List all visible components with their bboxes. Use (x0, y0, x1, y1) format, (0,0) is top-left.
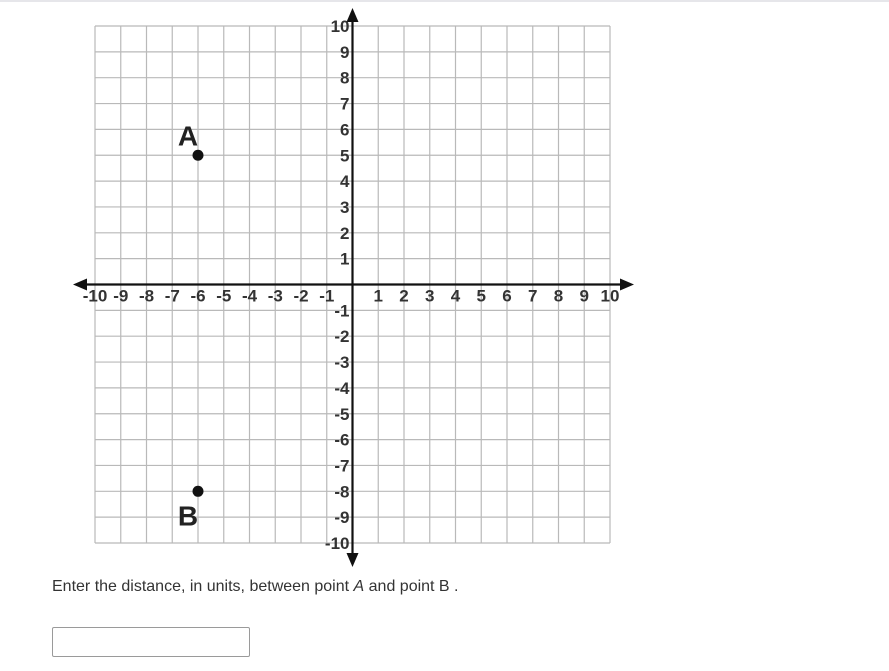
y-tick-label: -8 (334, 482, 350, 502)
x-tick-label: 4 (450, 286, 461, 306)
x-tick-label: -10 (82, 286, 108, 306)
y-tick-label: 7 (340, 94, 350, 114)
question-text (52, 578, 459, 596)
x-tick-label: 1 (373, 286, 383, 306)
point-a (193, 150, 204, 161)
y-tick-label: -5 (334, 404, 350, 424)
y-tick-label: -4 (334, 378, 350, 398)
x-tick-label: -2 (293, 286, 309, 306)
x-tick-label: -6 (190, 286, 206, 306)
question-prefix: Enter the distance, in units, between point (52, 578, 354, 595)
y-tick-label: -3 (334, 353, 350, 373)
y-tick-label: 4 (340, 172, 350, 192)
y-tick-label: -6 (334, 430, 350, 450)
point-a-ref: A (353, 578, 365, 595)
point-label-a: A (177, 120, 199, 152)
y-axis-arrow-down (347, 553, 359, 567)
x-axis-arrow-right (620, 279, 634, 291)
y-tick-label: -10 (324, 534, 350, 553)
top-divider (0, 0, 889, 2)
y-tick-label: -9 (334, 508, 350, 528)
x-tick-label: -5 (216, 286, 232, 306)
y-tick-label: 10 (330, 17, 350, 36)
x-tick-label: 2 (399, 286, 409, 306)
coordinate-grid (70, 8, 640, 568)
x-tick-label: -7 (164, 286, 180, 306)
point-b (193, 486, 204, 497)
x-tick-label: 8 (553, 286, 564, 306)
y-tick-label: 6 (340, 120, 350, 140)
x-tick-label: 6 (502, 286, 512, 306)
question-suffix: and point B . (364, 578, 459, 595)
x-tick-label: -9 (113, 286, 129, 306)
x-tick-label: 7 (528, 286, 538, 306)
point-label-b: B (177, 500, 199, 532)
x-tick-label: 3 (425, 286, 435, 306)
answer-input[interactable] (52, 627, 250, 657)
x-tick-label: 10 (600, 286, 620, 306)
y-tick-label: 2 (340, 223, 350, 243)
y-tick-label: 8 (340, 68, 350, 88)
y-tick-label: 1 (340, 249, 350, 269)
y-tick-label: -7 (334, 456, 350, 476)
x-tick-label: -8 (138, 286, 155, 306)
x-tick-label: -1 (319, 286, 335, 306)
x-tick-label: -4 (241, 286, 258, 306)
y-tick-label: 9 (340, 42, 350, 62)
y-tick-label: -1 (334, 301, 350, 321)
y-tick-label: 5 (340, 146, 350, 166)
y-tick-label: -2 (334, 327, 350, 347)
x-tick-label: 9 (579, 286, 589, 306)
x-tick-label: -3 (267, 286, 283, 306)
x-tick-label: 5 (476, 286, 486, 306)
y-tick-label: 3 (340, 197, 350, 217)
